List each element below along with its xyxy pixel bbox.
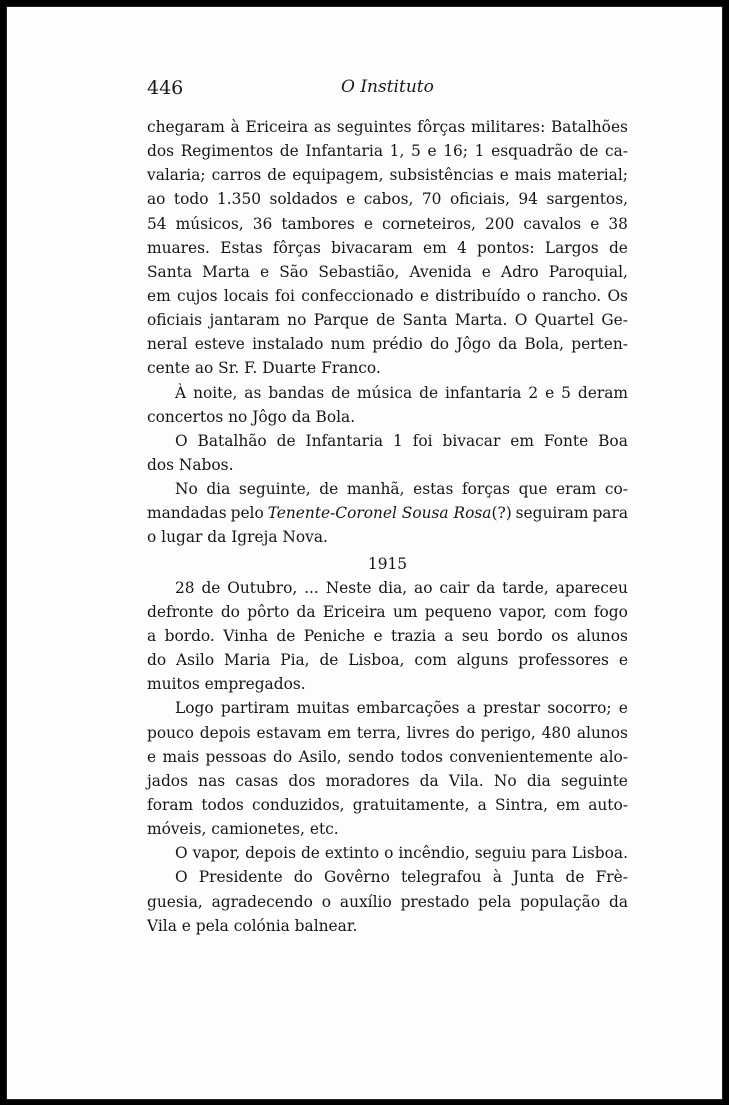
text-line: móveis, camionetes, etc.: [147, 820, 339, 839]
text-line: O vapor, depois de extinto o incêndio, seguiu para Lisboa.: [175, 844, 628, 863]
text-line: em cujos locais foi confeccionado e distribuído o rancho. Os: [147, 286, 628, 305]
text-line: chegaram à Ericeira as seguintes fôrças militares: Batalhões: [147, 118, 628, 136]
text-line: oficiais jantaram no Parque de Santa Marta. O Quartel Ge-: [147, 311, 628, 330]
text-line: defronte do pôrto da Ericeira um pequeno vapor, com fogo: [147, 602, 628, 621]
text-line: Logo partiram muitas embarcações a prestar socorro; e: [175, 699, 628, 718]
text-line: do Asilo Maria Pia, de Lisboa, com alguns professores e: [147, 651, 628, 670]
text-line: muitos empregados.: [147, 675, 306, 694]
text-line: 1915: [367, 554, 408, 573]
text-line: valaria; carros de equipagem, subsistências e mais material;: [147, 166, 628, 185]
text-line: muares. Estas fôrças bivacaram em 4 pontos: Largos de: [147, 238, 628, 257]
text-line: concertos no Jôgo da Bola.: [147, 407, 356, 426]
text-line: 54 músicos, 36 tambores e corneteiros, 200 cavalos e 38: [147, 214, 628, 233]
text-line: cente ao Sr. F. Duarte Franco.: [147, 359, 381, 378]
text-line: dos Regimentos de Infantaria 1, 5 e 16; 1 esquadrão de ca-: [147, 142, 628, 161]
text-line: guesia, agradecendo o auxílio prestado pela população da: [147, 892, 628, 911]
text-line: foram todos conduzidos, gratuitamente, a Sintra, em auto-: [147, 795, 628, 814]
body-text: [147, 115, 628, 938]
text-line: neral esteve instalado num prédio do Jôgo da Bola, perten-: [147, 335, 628, 354]
text-line: À noite, as bandas de música de infantaria 2 e 5 deram: [175, 383, 628, 402]
page-number: 446: [147, 77, 184, 99]
text-line: O Batalhão de Infantaria 1 foi bivacar em Fonte Boa: [175, 431, 628, 450]
text-line: jados nas casas dos moradores da Vila. No dia seguinte: [147, 771, 628, 790]
text-line: a bordo. Vinha de Peniche e trazia a seu bordo os alunos: [147, 626, 628, 645]
text-line: mandadas pelo Tenente-Coronel Sousa Rosa(?) seguiram para: [147, 504, 628, 523]
text-line: e mais pessoas do Asilo, sendo todos convenientemente alo-: [147, 747, 628, 766]
text-line: Vila e pela colónia balnear.: [147, 916, 358, 935]
text-line: ao todo 1.350 soldados e cabos, 70 oficiais, 94 sargentos,: [147, 190, 628, 209]
text-line: pouco depois estavam em terra, livres do perigo, 480 alunos: [147, 723, 628, 742]
running-title: O Instituto: [341, 77, 434, 97]
text-line: No dia seguinte, de manhã, estas forças que eram co-: [175, 480, 628, 499]
book-page: [6, 6, 723, 1100]
text-line: O Presidente do Govêrno telegrafou à Junta de Frè-: [175, 868, 628, 887]
text-line: 28 de Outubro, ... Neste dia, ao cair da tarde, apareceu: [175, 578, 628, 597]
text-line: dos Nabos.: [147, 455, 234, 474]
text-line: Santa Marta e São Sebastião, Avenida e Adro Paroquial,: [147, 262, 628, 281]
page-header: [147, 75, 627, 101]
text-line: o lugar da Igreja Nova.: [147, 528, 328, 547]
